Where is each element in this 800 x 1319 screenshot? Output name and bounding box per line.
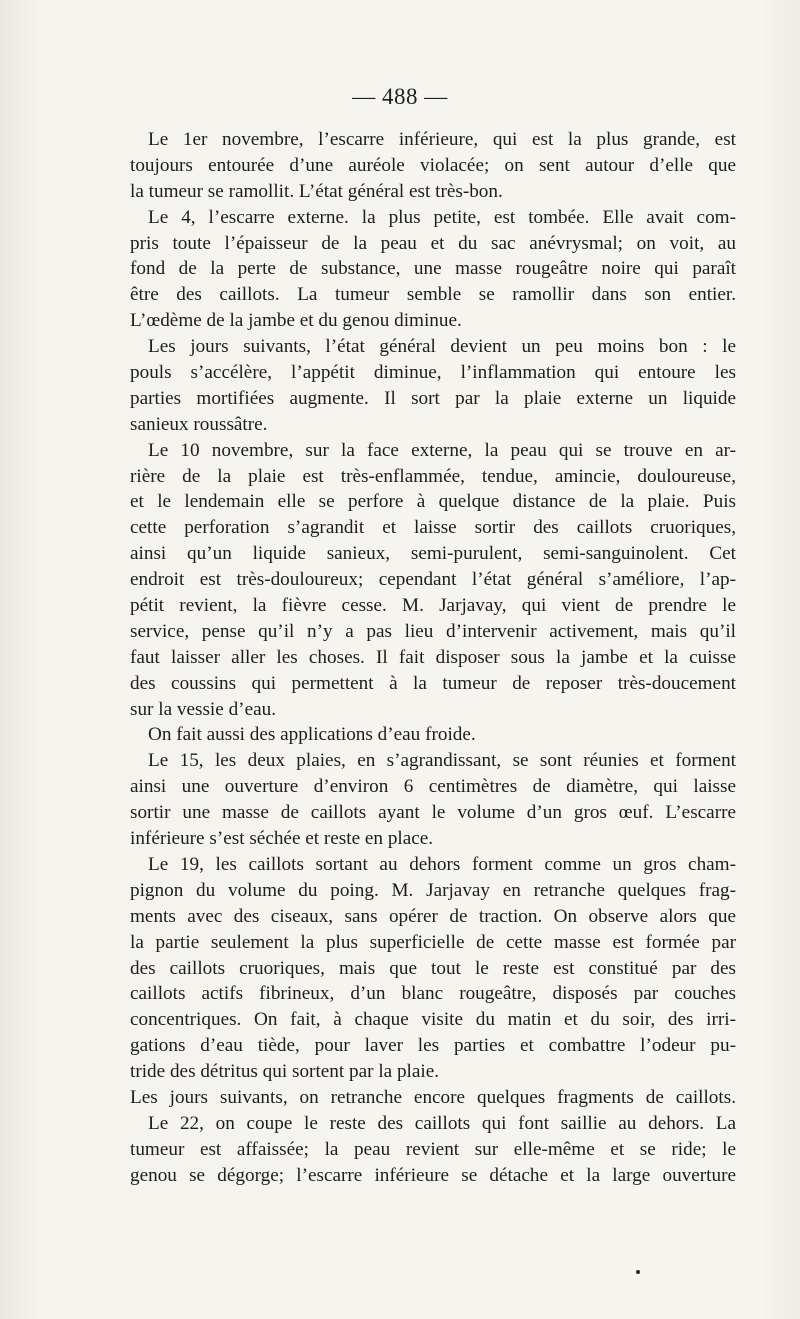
text-line: sanieux roussâtre. — [130, 413, 268, 435]
text-line: inférieure s’est séchée et reste en place. — [130, 828, 434, 850]
text-line: et le lendemain elle se perfore à quelque distance de la plaie. Puis — [130, 491, 736, 513]
text-line: Le 1er novembre, l’escarre inférieure, qui est la plus grande, est — [148, 129, 736, 150]
text-line: sortir une masse de caillots ayant le volume d’un gros œuf. L’escarre — [130, 802, 736, 824]
text-line: cette perforation s’agrandit et laisse sortir des caillots cruoriques, — [130, 517, 736, 539]
text-line: Le 22, on coupe le reste des caillots qui font saillie au dehors. La — [148, 1112, 736, 1134]
text-line: gations d’eau tiède, pour laver les parties et combattre l’odeur pu- — [130, 1035, 736, 1057]
text-line: On fait aussi des applications d’eau froide. — [148, 724, 476, 746]
text-line: sur la vessie d’eau. — [130, 698, 276, 720]
text-line: des caillots cruoriques, mais que tout le reste est constitué par des — [130, 957, 736, 979]
text-line: L’œdème de la jambe et du genou diminue. — [130, 310, 462, 332]
text-line: pignon du volume du poing. M. Jarjavay en retranche quelques frag- — [130, 879, 736, 901]
text-line: fond de la perte de substance, une masse rougeâtre noire qui paraît — [130, 258, 736, 280]
text-line: pouls s’accélère, l’appétit diminue, l’inflammation qui entoure les — [130, 362, 736, 384]
text-line: ments avec des ciseaux, sans opérer de traction. On observe alors que — [130, 905, 736, 927]
text-line: pris toute l’épaisseur de la peau et du sac anévrysmal; on voit, au — [130, 232, 736, 254]
text-line: la partie seulement la plus superficielle de cette masse est formée par — [130, 931, 736, 953]
text-line: Le 19, les caillots sortant au dehors forment comme un gros cham- — [148, 853, 736, 875]
text-line: service, pense qu’il n’y a pas lieu d’intervenir activement, mais qu’il — [130, 620, 736, 642]
text-line: rière de la plaie est très-enflammée, tendue, amincie, douloureuse, — [130, 465, 736, 487]
text-line: endroit est très-douloureux; cependant l’état général s’améliore, l’ap- — [130, 569, 736, 591]
text-line: Les jours suivants, on retranche encore quelques fragments de caillots. — [130, 1086, 736, 1108]
text-line: Le 4, l’escarre externe. la plus petite, est tombée. Elle avait com- — [148, 206, 736, 228]
text-line: Les jours suivants, l’état général devient un peu moins bon : le — [148, 336, 736, 358]
text-line: ainsi qu’un liquide sanieux, semi-purulent, semi-sanguinolent. Cet — [130, 543, 736, 565]
text-line: tumeur est affaissée; la peau revient sur elle-même et se ride; le — [130, 1138, 736, 1160]
ink-speck — [636, 1270, 640, 1274]
text-line: la tumeur se ramollit. L’état général est très-bon. — [130, 180, 503, 202]
text-line: Le 10 novembre, sur la face externe, la peau qui se trouve en ar- — [148, 439, 736, 461]
text-line: genou se dégorge; l’escarre inférieure se détache et la large ouverture — [130, 1164, 736, 1186]
text-line: concentriques. On fait, à chaque visite du matin et du soir, des irri- — [130, 1009, 736, 1031]
text-line: Le 15, les deux plaies, en s’agrandissant, se sont réunies et forment — [148, 750, 736, 772]
text-line: être des caillots. La tumeur semble se ramollir dans son entier. — [130, 284, 736, 306]
text-line: faut laisser aller les choses. Il fait disposer sous la jambe et la cuisse — [130, 646, 736, 668]
text-line: parties mortifiées augmente. Il sort par la plaie externe un liquide — [130, 387, 736, 409]
text-line: caillots actifs fibrineux, d’un blanc rougeâtre, disposés par couches — [130, 983, 736, 1005]
text-line: des coussins qui permettent à la tumeur de reposer très-doucement — [130, 672, 736, 694]
body-text — [130, 127, 736, 1189]
text-line: ainsi une ouverture d’environ 6 centimètres de diamètre, qui laisse — [130, 776, 736, 798]
page-number: — 488 — — [352, 84, 448, 109]
text-line: pétit revient, la fièvre cesse. M. Jarjavay, qui vient de prendre le — [130, 595, 736, 617]
text-line: tride des détritus qui sortent par la plaie. — [130, 1061, 440, 1083]
text-line: toujours entourée d’une auréole violacée; on sent autour d’elle que — [130, 154, 736, 176]
